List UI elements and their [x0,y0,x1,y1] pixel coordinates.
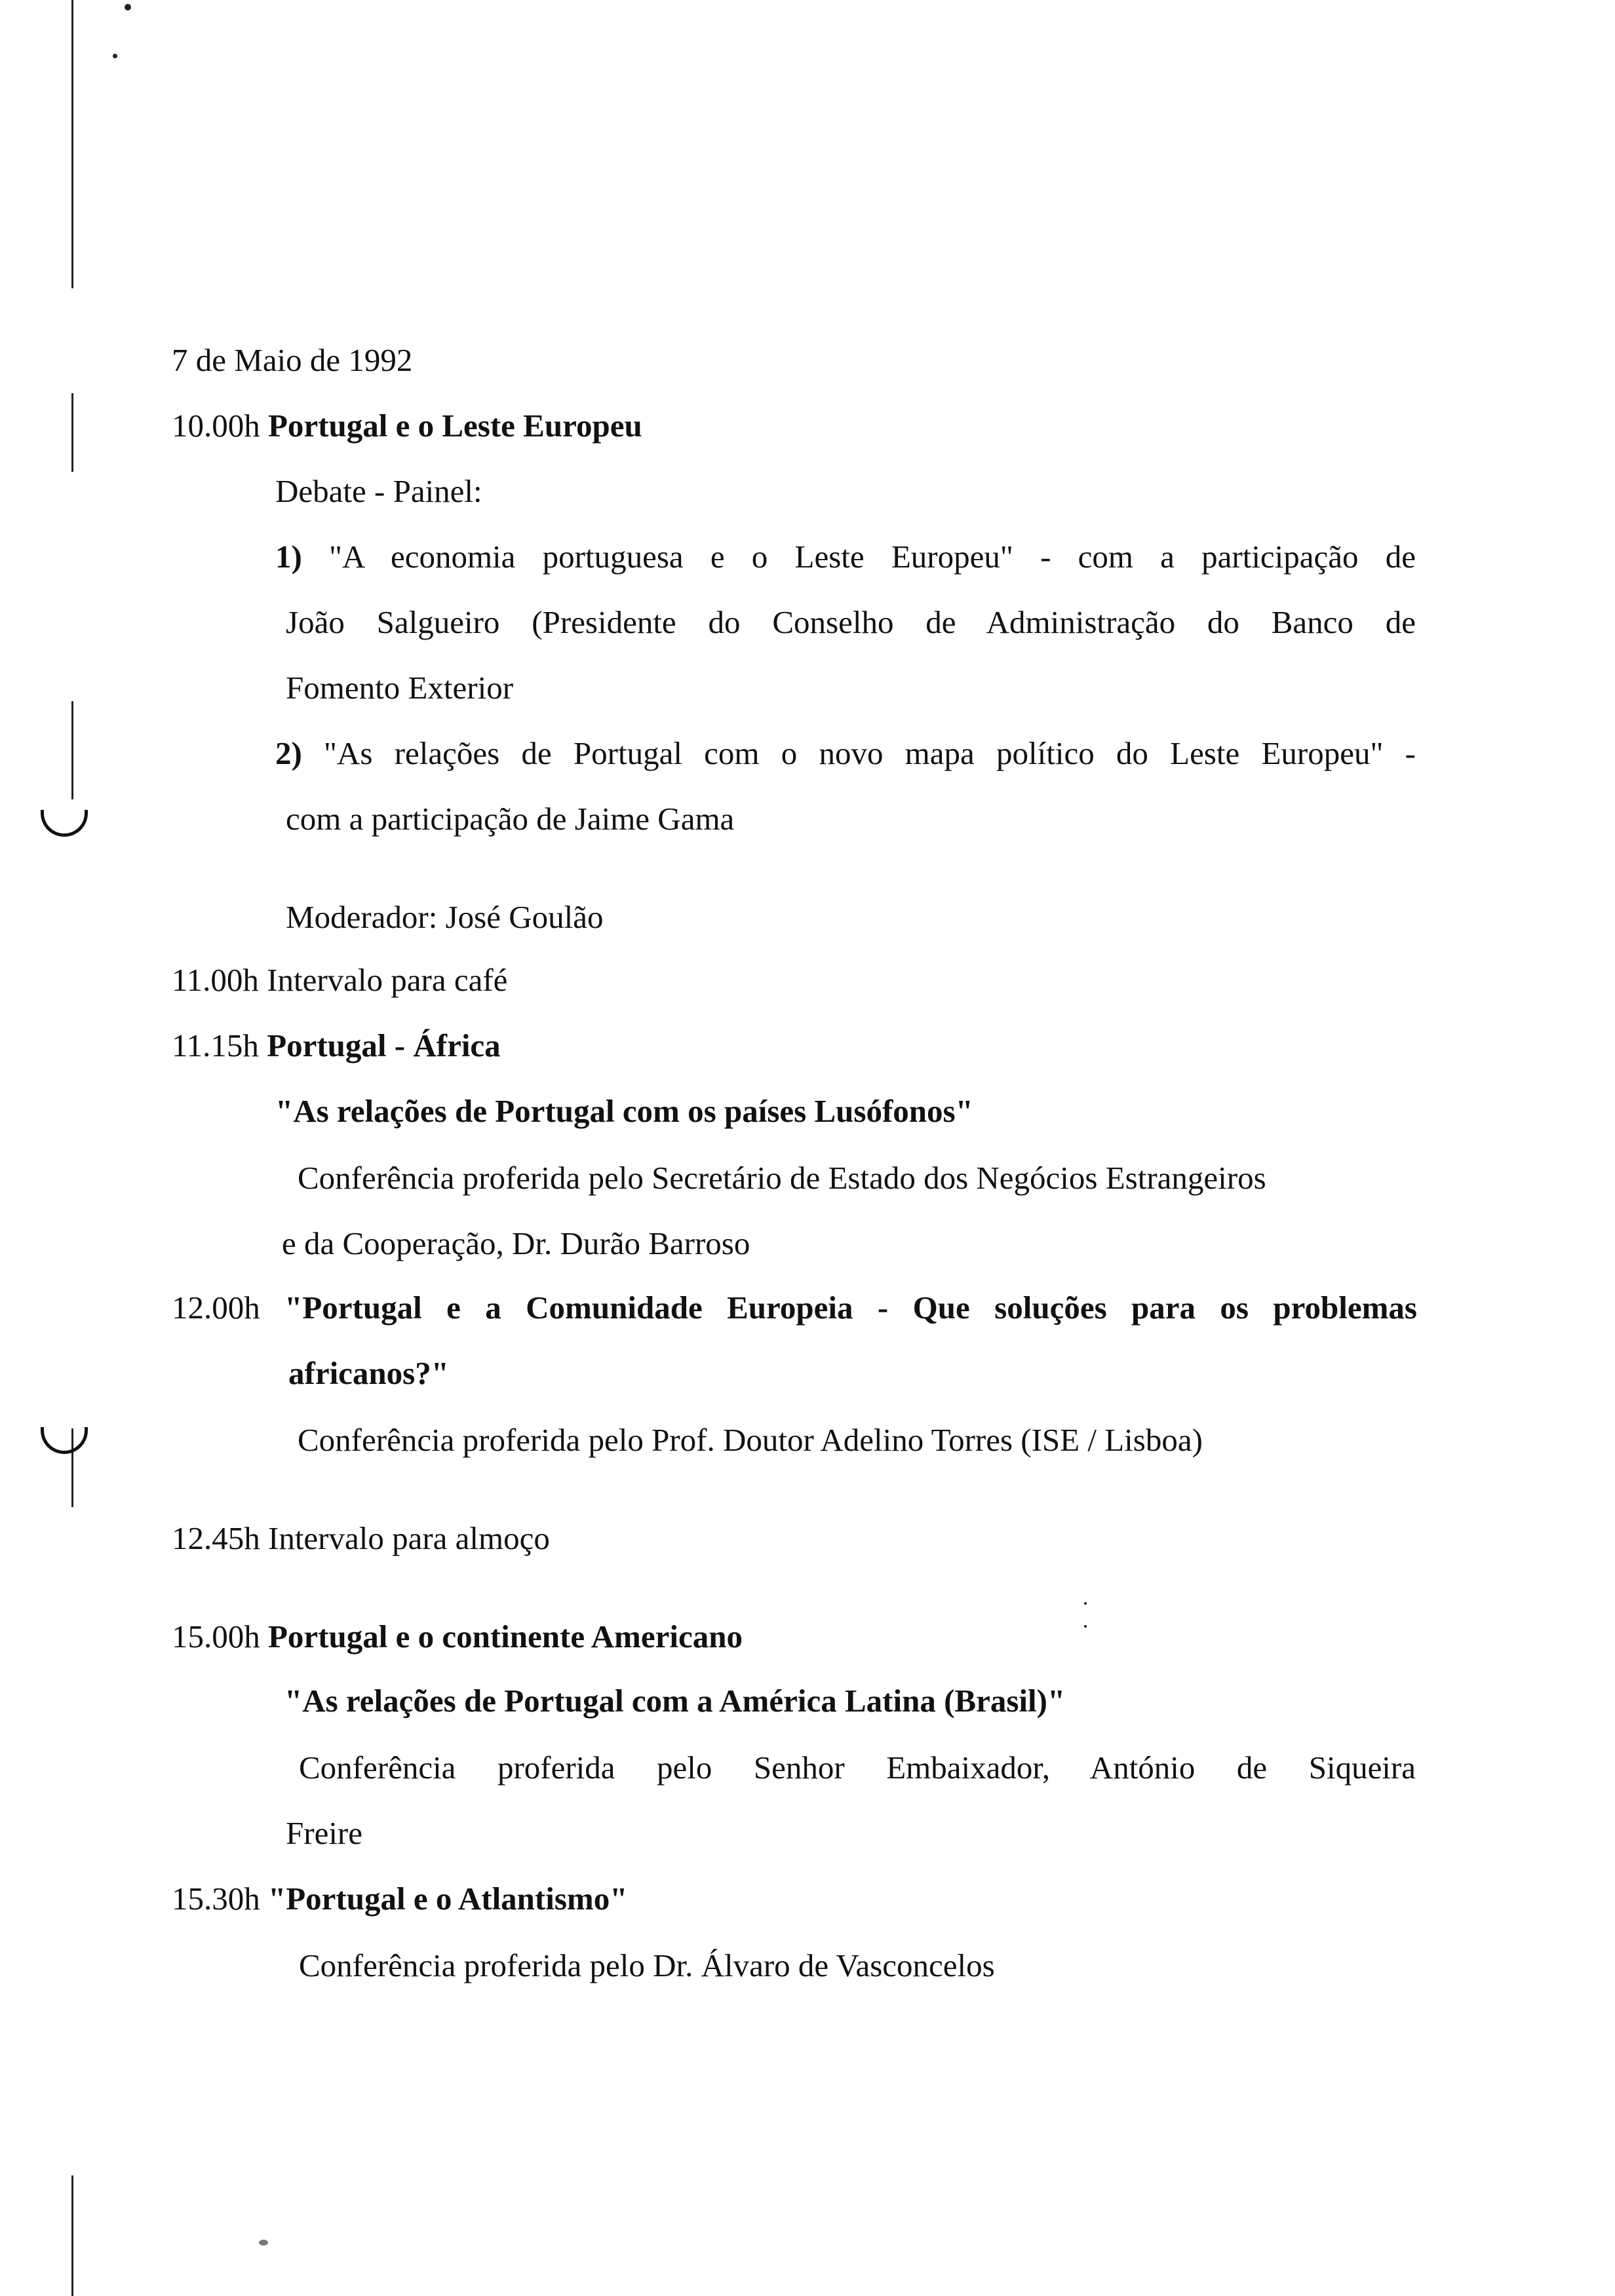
session-title-cont: africanos?" [288,1355,449,1391]
panel-item-text: João Salgueiro (Presidente do Conselho de Administração do Banco de [286,604,1416,640]
panel-item-text-line: com a participação de Jaime Gama [286,801,735,837]
session-title: Portugal e o continente Americano [268,1618,743,1655]
session-time: 15.30h [172,1881,260,1917]
session-subheading: Debate - Painel: [275,473,482,509]
session-heading [172,1026,501,1065]
session-title: Portugal e o Leste Europeu [268,408,642,444]
panel-item-text-line [286,603,1416,642]
session-heading [172,1617,743,1656]
scan-speck [1084,1625,1087,1628]
scan-speck [125,4,131,10]
session-time: 12.00h [172,1290,260,1326]
session-time: 15.00h [172,1618,260,1655]
session-heading [172,961,507,1000]
session-heading [172,406,642,446]
session-heading [172,1288,1417,1328]
session-heading [172,1519,550,1558]
panel-item-text: "As relações de Portugal com o novo mapa político do Leste Europeu" - [324,735,1416,771]
session-title: Portugal - África [267,1027,501,1063]
scan-speck [259,2240,268,2246]
lecture-speaker: Conferência proferida pelo Secretário de Estado dos Negócios Estrangeiros [298,1160,1266,1196]
scan-bracket-mark [41,810,88,837]
session-heading [172,1879,627,1919]
session-title: "Portugal e o Atlantismo" [268,1881,628,1917]
lecture-speaker: Conferência proferida pelo Dr. Álvaro de Vasconcelos [299,1947,995,1983]
lecture-speaker: e da Cooperação, Dr. Durão Barroso [282,1225,750,1261]
scan-speck [1084,1602,1087,1605]
lecture-speaker [299,1748,1416,1788]
scan-bracket-mark [41,1427,88,1454]
lecture-speaker-text: Conferência proferida pelo Senhor Embaixador, António de Siqueira [299,1750,1416,1786]
scan-speck [113,54,117,58]
panel-item-number: 2) [275,735,302,771]
session-time: 11.15h [172,1027,259,1063]
lecture-title: "As relações de Portugal com a América Latina (Brasil)" [284,1683,1066,1719]
session-time: 12.45h [172,1520,260,1556]
session-text: Intervalo para café [267,962,508,998]
panel-item-text: "A economia portuguesa e o Leste Europeu" - com a participação de [329,539,1416,575]
session-time: 10.00h [172,408,260,444]
panel-item [275,537,1416,577]
scan-margin-line [71,0,73,288]
session-text: Intervalo para almoço [268,1520,550,1556]
session-time: 11.00h [172,962,259,998]
panel-item-text-line: Fomento Exterior [286,670,514,706]
scan-margin-line [71,2175,73,2296]
moderator: Moderador: José Goulão [286,899,604,935]
lecture-speaker: Freire [286,1815,362,1851]
panel-item-number: 1) [275,539,302,575]
document-date: 7 de Maio de 1992 [172,342,413,378]
lecture-title: "As relações de Portugal com os países Lusófonos" [275,1093,973,1129]
scan-margin-line [71,393,73,472]
session-title: "Portugal e a Comunidade Europeia - Que soluções para os problemas [284,1290,1418,1326]
scan-margin-line [71,701,73,799]
panel-item [275,734,1416,773]
lecture-speaker: Conferência proferida pelo Prof. Doutor Adelino Torres (ISE / Lisboa) [298,1422,1203,1458]
